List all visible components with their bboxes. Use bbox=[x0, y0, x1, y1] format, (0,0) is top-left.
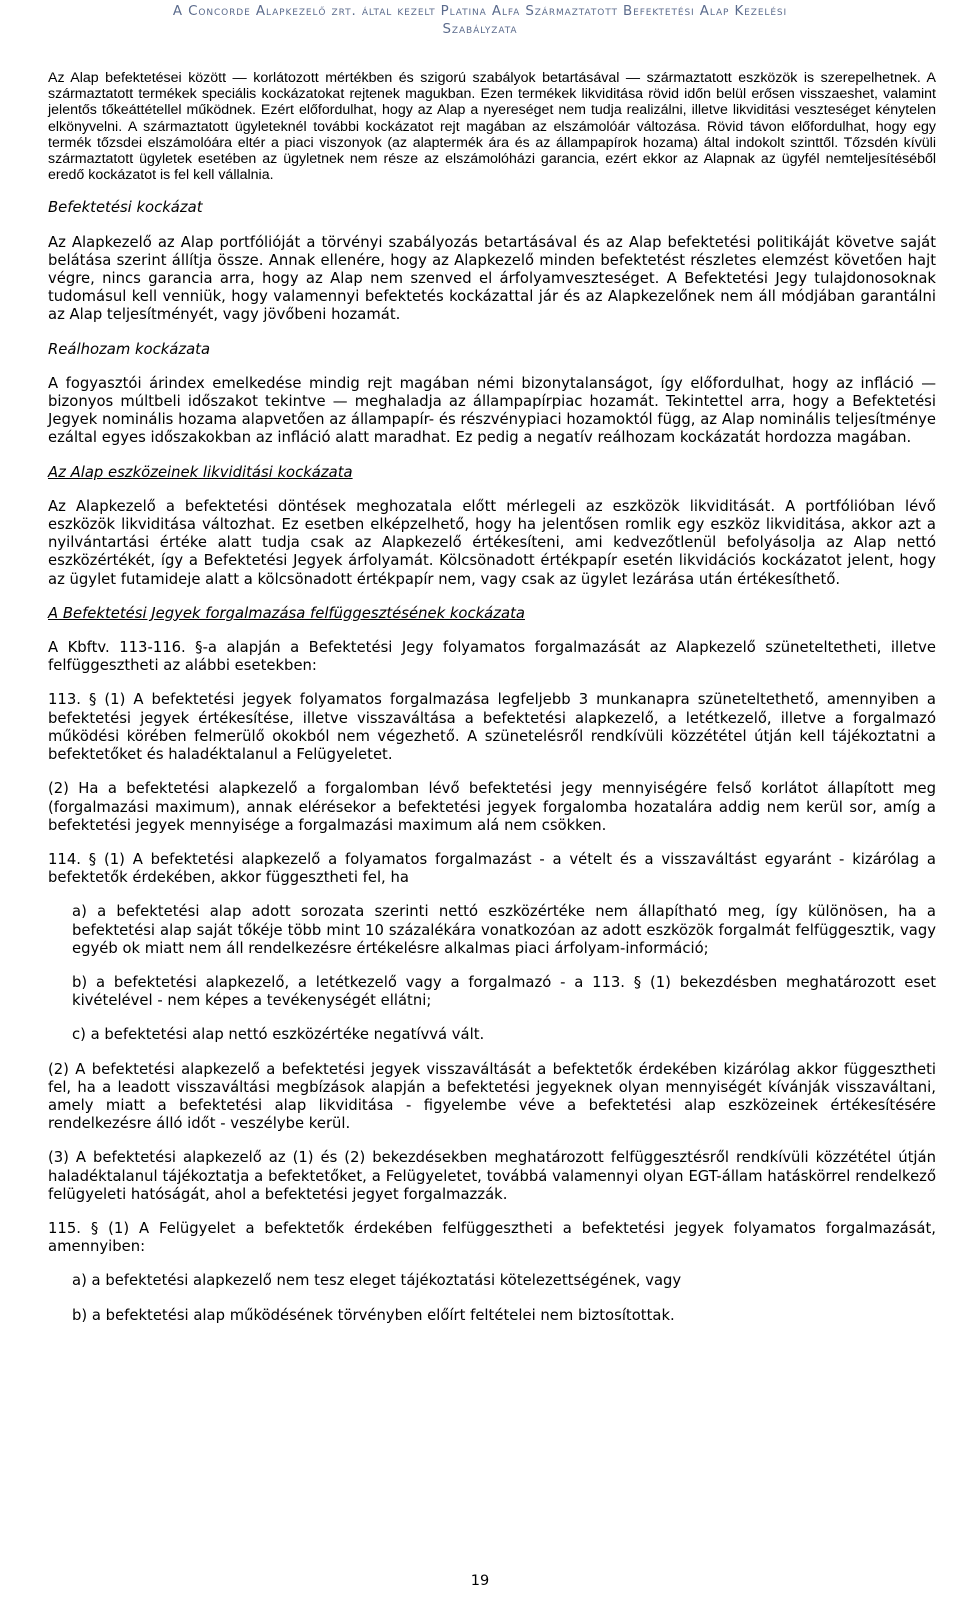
derivatives-risk-paragraph: Az Alap befektetései között — korlátozott mértékben és szigorú szabályok betartásával — származtatott eszközök is szerepelhetnek. A származtatott termékek speciális kockázatokat rejtenek magukban. Ezen termékek likviditása rövid időn belül erősen visszaeshet, valamint jelentős tőkeáttétellel működnek. Ezért előfordulhat, hogy az Alap a nyereséget nem tudja realizálni, illetve likviditási veszteséget kénytelen elkönyvelni. A származtatott ügyleteknél további kockázatot rejt magában az elszámolóár változása. Rövid távon előfordulhat, hogy egy termék tőzsdei elszámolóára eltér a piaci viszonyok (az alaptermék ára és az állampapírok hozama) által indokolt szinttől. Tőzsdén kívüli származtatott ügyletek esetében az ügyletnek nem része az elszámolóházi garancia, ezért ekkor az Alapnak az ügyfél nemteljesítéséből eredő kockázatot is fel kell vállalnia. bbox=[48, 70, 936, 184]
section-114-1: 114. § (1) A befektetési alapkezelő a folyamatos forgalmazást - a vételt és a visszaváltást egyaránt - kizárólag a befektetők érdekében, akkor függesztheti fel, ha bbox=[48, 850, 936, 887]
section-113-1: 113. § (1) A befektetési jegyek folyamatos forgalmazása legfeljebb 3 munkanapra szüneteltethető, amennyiben a befektetési jegyek értékesítése, illetve visszaváltása a befektetési alapkezelő, a letétkezelő, illetve a forgalmazó működési körében felmerülő okokból nem végezhető. A szünetelésről rendkívüli közzététel útján kell tájékoztatni a befektetőket és haladéktalanul a Felügyeletet. bbox=[48, 691, 936, 764]
section-heading-investment-risk: Befektetési kockázat bbox=[48, 199, 203, 217]
investment-risk-paragraph: Az Alapkezelő az Alap portfólióját a törvényi szabályozás betartásával és az Alap befektetési politikáját követve saját belátása szerint állítja össze. Annak ellenére, hogy az Alapkezelő minden befektetést részletes elemzést követően hajt végre, nincs garancia arra, hogy az Alap nem szenved el árfolyamveszteséget. A Befektetési Jegy tulajdonosoknak tudomásul kell venniük, hogy valamennyi befektetés kockázattal jár és az Alapkezelőnek nem áll módjában garantálni az Alap teljesítményét, vagy jövőbeni hozamát. bbox=[48, 233, 936, 324]
document-body bbox=[48, 70, 936, 1341]
section-114-item-c: c) a befektetési alap nettó eszközértéke negatívvá vált. bbox=[72, 1026, 485, 1044]
section-115-item-a: a) a befektetési alapkezelő nem tesz eleget tájékoztatási kötelezettségének, vagy bbox=[72, 1272, 682, 1290]
section-114-3: (3) A befektetési alapkezelő az (1) és (2) bekezdésekben meghatározott felfüggesztésről rendkívüli közzététel útján haladéktalanul tájékoztatja a befektetőket, a Felügyeletet, továbbá valamennyi olyan EGT-állam hatáskörrel rendelkező felügyeleti hatóságát, ahol a befektetési jegyet forgalmazzák. bbox=[48, 1149, 936, 1203]
page-header bbox=[0, 0, 960, 45]
header-title-line-2: Szabályzata bbox=[442, 22, 518, 37]
section-114-2: (2) A befektetési alapkezelő a befektetési jegyek visszaváltását a befektetők érdekében kizárólag akkor függesztheti fel, ha a leadott visszaváltási megbízások alapján a befektetési jegyeknek olyan mennyiségét kívánják visszaváltani, amely miatt a befektetési alap likviditása - figyelembe véve a befektetési alap eszközeinek értékesítésére rendelkezésre álló időt - veszélybe kerül. bbox=[48, 1060, 936, 1133]
kbftv-intro-paragraph: A Kbftv. 113-116. §-a alapján a Befektetési Jegy folyamatos forgalmazását az Alapkezelő szüneteltetheti, illetve felfüggesztheti az alábbi esetekben: bbox=[48, 639, 936, 675]
section-heading-real-yield-risk: Reálhozam kockázata bbox=[48, 340, 211, 358]
section-heading-liquidity-risk: Az Alap eszközeinek likviditási kockázata bbox=[48, 463, 353, 481]
section-113-2: (2) Ha a befektetési alapkezelő a forgalomban lévő befektetési jegy mennyiségére felső korlátot állapított meg (forgalmazási maximum), annak elérésekor a befektetési jegyek forgalomba hozatalára addig nem kerül sor, amíg a befektetési jegyek mennyisége a forgalmazási maximum alá nem csökken. bbox=[48, 780, 936, 834]
real-yield-risk-paragraph: A fogyasztói árindex emelkedése mindig rejt magában némi bizonytalanságot, így előfordulhat, hogy az infláció — bizonyos múltbeli időszakot tekintve — meghaladja az állampapírpiac hozamát. Tekintettel arra, hogy a Befektetési Jegyek nominális hozama alapvetően az állampapír- és részvénypiaci hozamoktól függ, az Alap nominális teljesítménye ezáltal egyes időszakokban az infláció alatt maradhat. Ez pedig a negatív reálhozam kockázatát hordozza magában. bbox=[48, 374, 936, 447]
page-number: 19 bbox=[470, 1573, 490, 1589]
section-heading-suspension-risk: A Befektetési Jegyek forgalmazása felfüggesztésének kockázata bbox=[48, 604, 525, 622]
section-115-item-b: b) a befektetési alap működésének törvényben előírt feltételei nem biztosítottak. bbox=[72, 1306, 675, 1324]
header-title-line-1: A Concorde Alapkezelő zrt. által kezelt Platina Alfa Származtatott Befektetési Alap Kezelési bbox=[172, 4, 788, 19]
section-114-item-b: b) a befektetési alapkezelő, a letétkezelő vagy a forgalmazó - a 113. § (1) bekezdésben meghatározott eset kivételével - nem képes a tevékenységét ellátni; bbox=[72, 973, 936, 1010]
section-114-item-a: a) a befektetési alap adott sorozata szerinti nettó eszközértéke nem állapítható meg, így különösen, ha a befektetési alap saját tőkéje több mint 10 százalékára vonatkozóan az adott eszközök forgalmát felfüggesztik, vagy egyéb ok miatt nem áll rendelkezésre értékelésre alkalmas piaci árfolyam-információ; bbox=[72, 903, 936, 957]
section-115-1: 115. § (1) A Felügyelet a befektetők érdekében felfüggesztheti a befektetési jegyek folyamatos forgalmazását, amennyiben: bbox=[48, 1219, 936, 1256]
liquidity-risk-paragraph: Az Alapkezelő a befektetési döntések meghozatala előtt mérlegeli az eszközök likviditását. A portfólióban lévő eszközök likviditása változhat. Ez esetben elképzelhető, hogy ha jelentősen romlik egy eszköz likviditása, akkor azt a nyilvántartási értéke alatt tudja csak az Alapkezelő értékesíteni, ami kedvezőtlenül befolyásolja az Alap nettó eszközértékét, így a Befektetési Jegyek árfolyamát. Kölcsönadott értékpapír esetén likvidációs kockázatot jelent, hogy az ügylet futamideje alatt a kölcsönadott értékpapír nem, vagy csak az ügylet lezárása után értékesíthető. bbox=[48, 497, 936, 588]
